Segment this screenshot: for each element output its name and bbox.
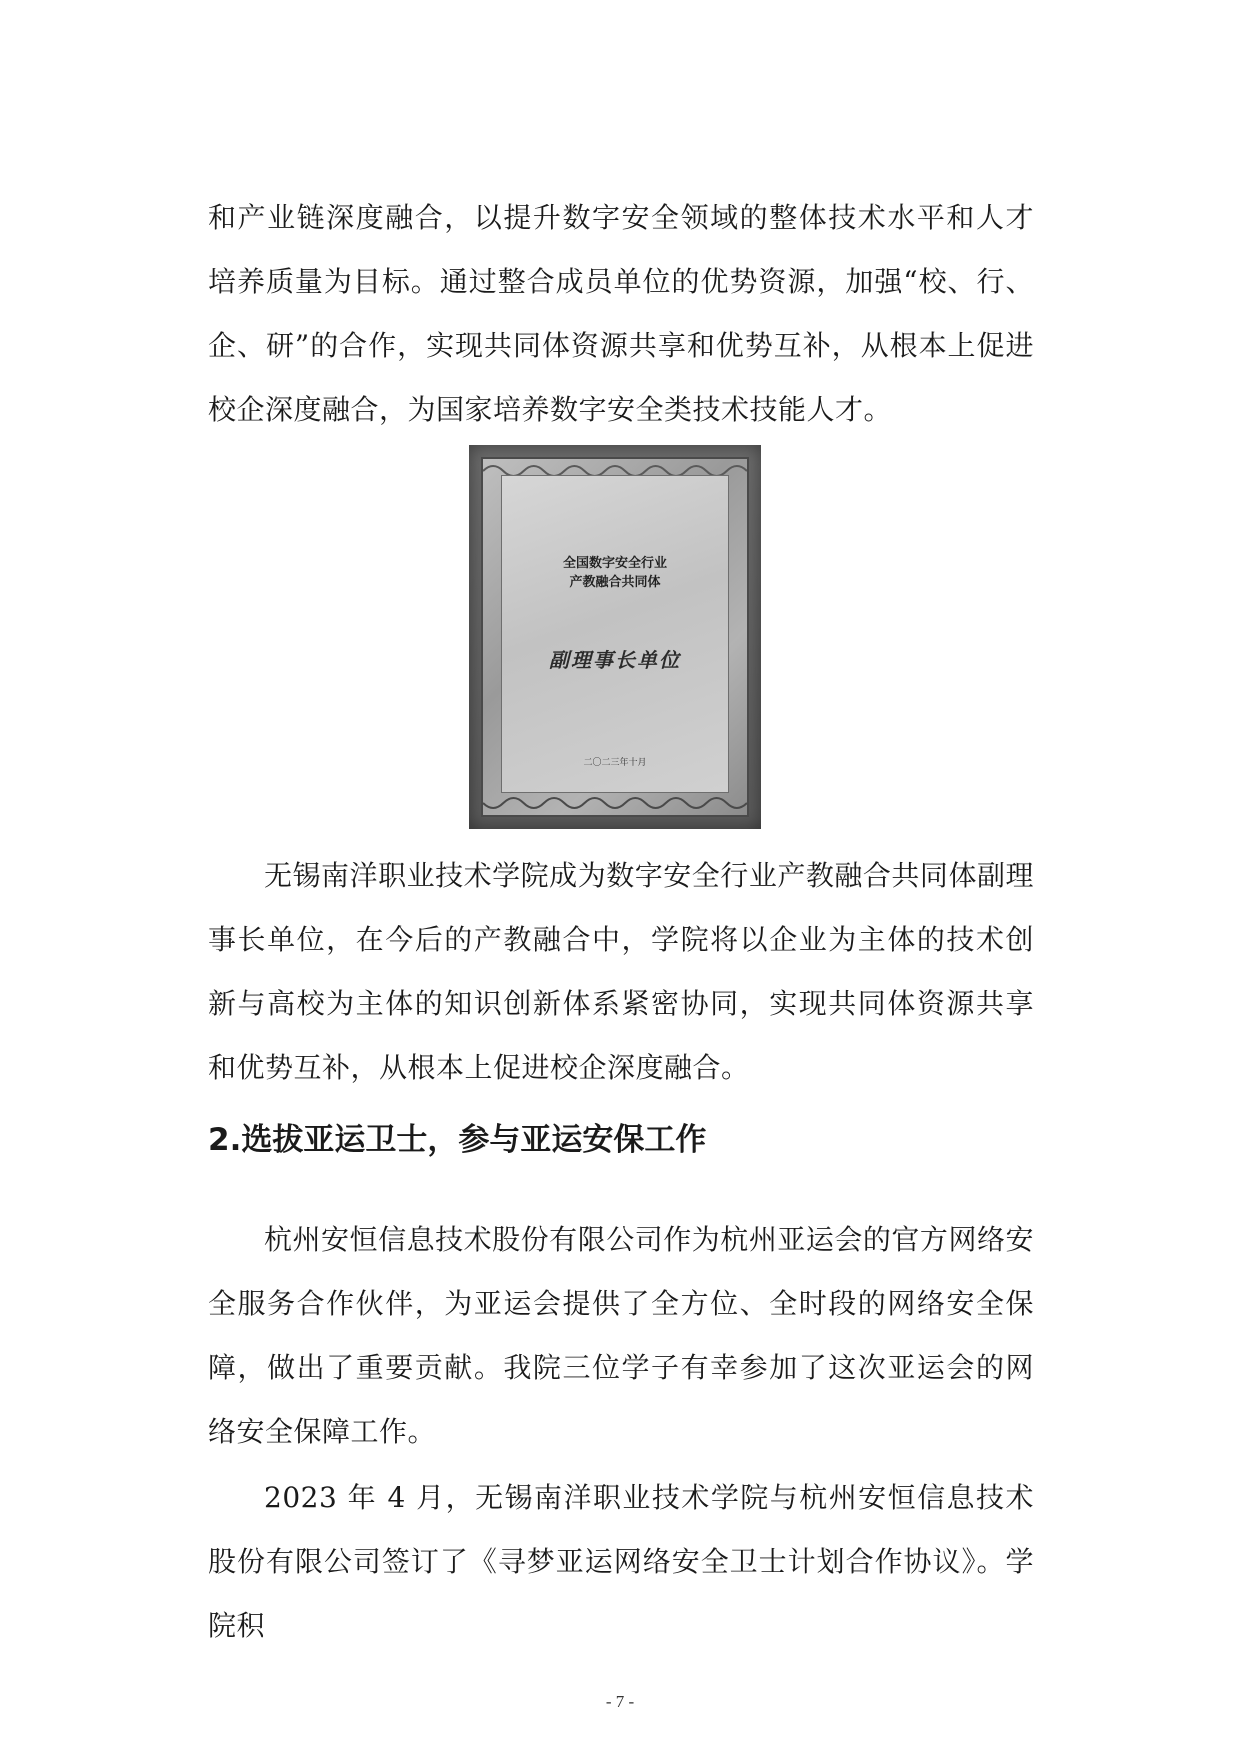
ornament-bottom-decoration bbox=[483, 793, 747, 815]
paragraph-1: 和产业链深度融合，以提升数字安全领域的整体技术水平和人才培养质量为目标。通过整合成员单位的优势资源，加强“校、行、企、研”的合作，实现共同体资源共享和优势互补，从根本上促进校企深度融合，为国家培养数字安全类技术技能人才。 bbox=[208, 201, 1034, 426]
plaque-panel bbox=[501, 475, 729, 793]
section-heading: 2.选拔亚运卫士，参与亚运安保工作 bbox=[208, 1122, 707, 1158]
paragraph-3: 杭州安恒信息技术股份有限公司作为杭州亚运会的官方网络安全服务合作伙伴，为亚运会提供了全方位、全时段的网络安全保障，做出了重要贡献。我院三位学子有幸参加了这次亚运会的网络安全保障工作。 bbox=[208, 1223, 1034, 1448]
paragraph-2: 无锡南洋职业技术学院成为数字安全行业产教融合共同体副理事长单位，在今后的产教融合中，学院将以企业为主体的技术创新与高校为主体的知识创新体系紧密协同，实现共同体资源共享和优势互补，从根本上促进校企深度融合。 bbox=[208, 859, 1034, 1084]
page-number: - 7 - bbox=[605, 1692, 635, 1711]
plaque-photo bbox=[469, 445, 761, 829]
plaque-date: 二〇二三年十月 bbox=[583, 758, 647, 768]
paragraph-4: 2023 年 4 月，无锡南洋职业技术学院与杭州安恒信息技术股份有限公司签订了《寻梦亚运网络安全卫士计划合作协议》。学院积 bbox=[208, 1481, 1034, 1642]
plaque-main-text: 副理事长单位 bbox=[549, 648, 681, 672]
plaque-title-line-1: 全国数字安全行业 bbox=[562, 556, 667, 571]
plaque bbox=[481, 457, 749, 817]
plaque-title-line-2: 产教融合共同体 bbox=[569, 575, 661, 590]
plaque-title bbox=[502, 554, 728, 592]
